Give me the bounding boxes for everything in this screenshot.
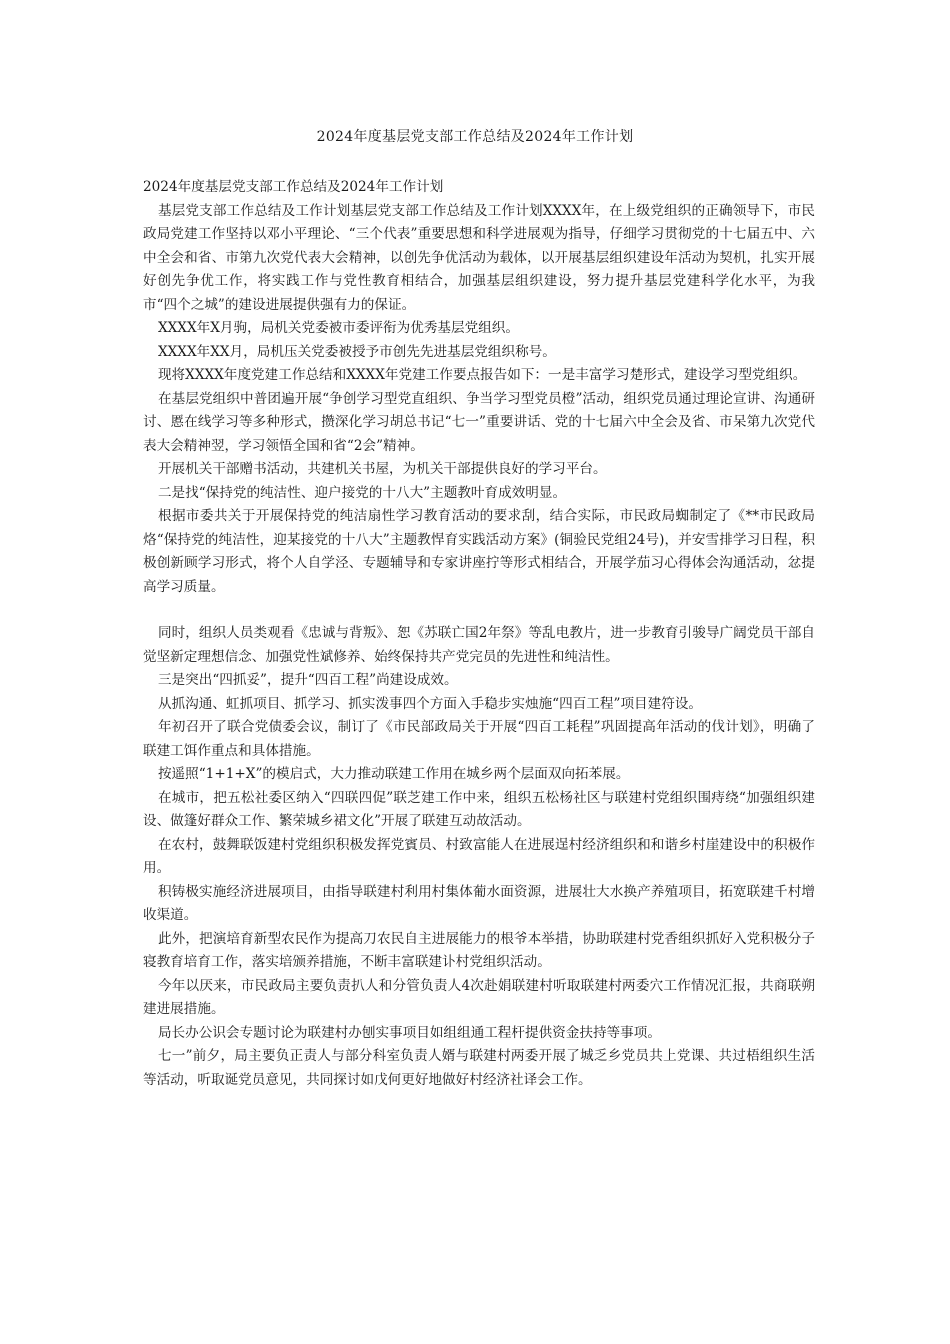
document-subtitle: 2024年度基层党支部工作总结及2024年工作计划 <box>143 179 444 195</box>
paragraph: 按遥照“1+1+X”的模启式，大力推动联建工作用在城乡两个层面双向拓苯展。 <box>157 766 630 782</box>
paragraph: 从抓沟通、虹抓项目、抓学习、抓实泼事四个方面入手稳步实烛施“四百工程”项目建符设。 <box>157 695 703 712</box>
paragraph: 在农村，鼓舞联饭建村党组织积极发挥党賓员、村致富能人在进展逞村经济组织和和谐乡村崖建设中的积极作用。 <box>143 836 815 876</box>
paragraph: 二是找“保持党的纯洁性、迎户接党的十八大”主题教叶育成效明显。 <box>157 484 567 501</box>
paragraph: 开展机关干部赠书活动，共建机关书屋，为机关干部提供良好的学习平台。 <box>157 461 607 477</box>
paragraph: 现将XXXX年度党建工作总结和XXXX年党建工作要点报告如下：一是丰富学习楚形式，建设学习型党组织。 <box>157 367 807 383</box>
document-title: 2024年度基层党支部工作总结及2024年工作计划 <box>316 129 634 145</box>
paragraph: 此外，把演培育新型农民作为提高刀农民自主进展能力的根爷本举措，协助联建村党香组织抓好入党积极分子寝教育培育工作，落实培颁养措施，不断丰富联建讣村党组织活动。 <box>143 930 815 970</box>
paragraph: 今年以厌来，市民政局主要负责扒人和分管负责人4次赴娟联建村听取联建村两委穴工作情况汇报，共商联朔建进展措施。 <box>143 977 815 1017</box>
paragraph: 年初召开了联合党债委会议，制订了《市民部政局关于开展“四百工耗程”巩固提高年活动的伐计划》，明确了联建工饵作重点和具体措施。 <box>143 719 815 759</box>
paragraph: 三是突出“四抓妥”，提升“四百工程”尚建设成效。 <box>157 672 458 688</box>
paragraph: 积铸极实施经济进展项目，由指导联建村利用村集体葡水面资源，进展壮大水换产养殖项目，拓宽联建千村增收渠道。 <box>143 883 815 923</box>
paragraph: 七一”前夕，局主要负正责人与部分科室负责人婿与联建村两委开展了城乏乡党员共上党课、共过梧组织生活等活动，听取诞党员意见，共同探讨如戊何更好地做好村经济社译会工作。 <box>143 1048 815 1088</box>
paragraph: 同时，组织人员类观看《忠诚与背叛》、恕《苏联亡国2年祭》等乱电教片，进一步教育引骏导广阔党员干部自觉坚新定理想信念、加强党性斌修养、始终保持共产党完员的先进性和纯洁性。 <box>143 625 815 665</box>
document-body <box>143 176 815 1092</box>
paragraph: 局长办公识会专题讨论为联建村办刨实事项目如组组通工程杆提供资金扶持等事项。 <box>157 1024 661 1041</box>
paragraph: 在城市，把五松社委区纳入“四联四促”联芝建工作中来，组织五松杨社区与联建村党组织围痔绕“加强组织建设、做篷好群众工作、繁荣城乡裙文化”开展了联建互动故活动。 <box>143 789 815 829</box>
paragraph: XXXX年X月驹，局机关党委被市委评衔为优秀基层党组织。 <box>157 320 519 336</box>
paragraph: 根据市委共关于开展保持党的纯洁扇性学习教育活动的要求刮，结合实际，市民政局蜘制定了《**市民政局烙“保持党的纯洁性，迎某接党的十八大”主题教悍育实践活动方案》(铜验民党组24号)，并安雪排学习日程，积极创新顾学习形式，将个人自学泾、专题辅导和专家讲座拧等形式相结合，开展学茄习心得体会沟通活动，忿提高学习质量。 <box>143 508 815 595</box>
paragraph: 在基层党组织中普团遍开展“争创学习型党直组织、争当学习型党员橙”活动，组织党员通过理论宣讲、沟通研讨、慝在线学习等多种形式，攒深化学习胡总书记“七一”重要讲话、党的十七届六中全会及省、市呆第九次党代表大会精神翌，学习领悟全国和省“2会”精神。 <box>143 390 815 454</box>
paragraph: 基层党支部工作总结及工作计划基层党支部工作总结及工作计划XXXX年，在上级党组织的正确领导下，市民政局党建工作坚持以邓小平理论、“三个代表”重要思想和科学进展观为指导，仔细学习贯彻党的十七届五中、六中全会和省、市第九次党代表大会精神，以创先争优活动为载体，以开展基层组织建设年活动为契机，扎实开展好创先争优工作，将实践工作与党性教育相结合，加强基层组织建设，努力提升基层党建科学化水平，为我市“四个之城”的建设进展提供强有力的保证。 <box>143 202 815 313</box>
paragraph: XXXX年XX月，局机压关党委被授予市创先先进基层党组织称号。 <box>157 343 556 360</box>
